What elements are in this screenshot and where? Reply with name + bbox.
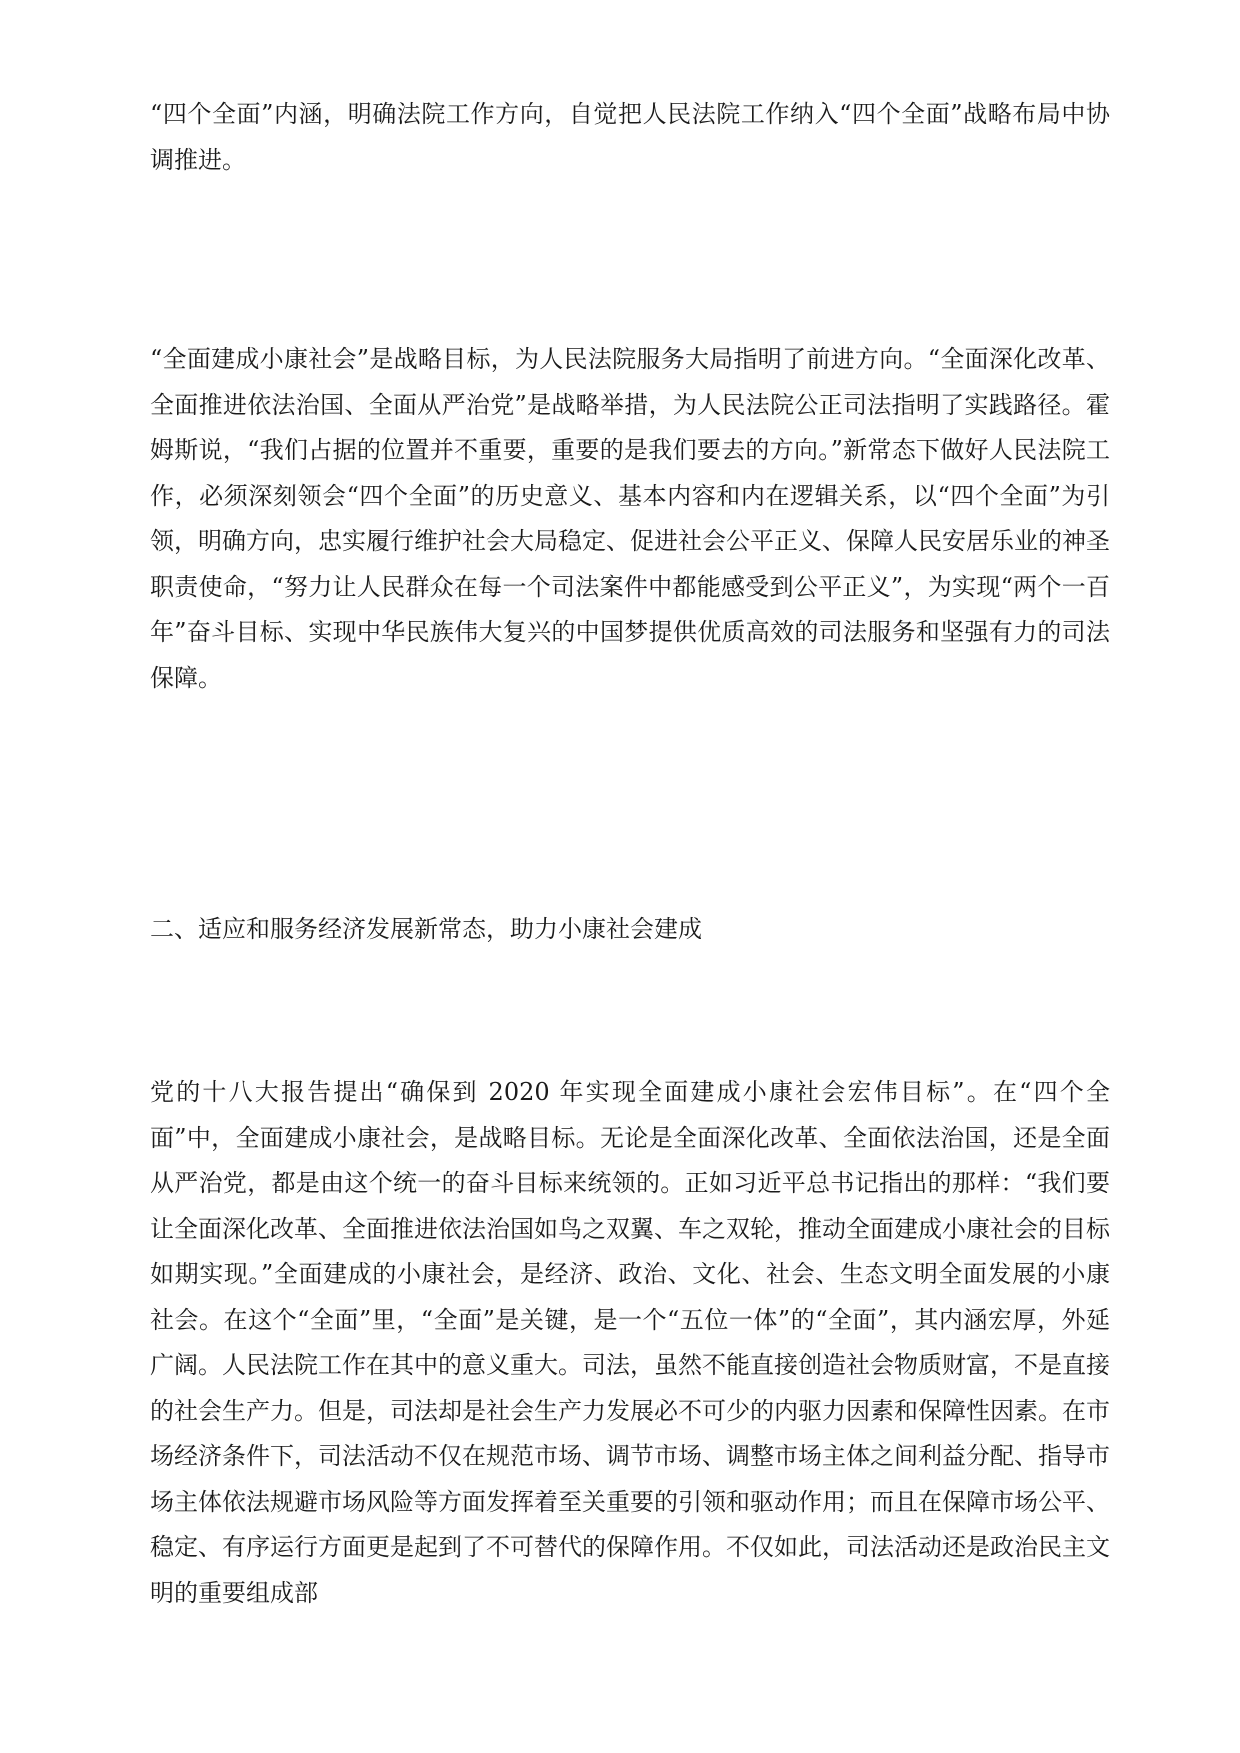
paragraph-2: “全面建成小康社会”是战略目标，为人民法院服务大局指明了前进方向。“全面深化改革、全面推进依法治国、全面从严治党”是战略举措，为人民法院公正司法指明了实践路径。霍姆斯说，“我们占据的位置并不重要，重要的是我们要去的方向。”新常态下做好人民法院工作，必须深刻领会“四个全面”的历史意义、基本内容和内在逻辑关系，以“四个全面”为引领，明确方向，忠实履行维护社会大局稳定、促进社会公平正义、保障人民安居乐业的神圣职责使命，“努力让人民群众在每一个司法案件中都能感受到公平正义”，为实现“两个一百年”奋斗目标、实现中华民族伟大复兴的中国梦提供优质高效的司法服务和坚强有力的司法保障。 [150, 345, 1110, 692]
section-body-paragraph: 党的十八大报告提出“确保到 2020 年实现全面建成小康社会宏伟目标”。在“四个全面”中，全面建成小康社会，是战略目标。无论是全面深化改革、全面依法治国，还是全面从严治党，都是由这个统一的奋斗目标来统领的。正如习近平总书记指出的那样：“我们要让全面深化改革、全面推进依法治国如鸟之双翼、车之双轮，推动全面建成小康社会的目标如期实现。”全面建成的小康社会，是经济、政治、文化、社会、生态文明全面发展的小康社会。在这个“全面”里，“全面”是关键，是一个“五位一体”的“全面”，其内涵宏厚，外延广阔。人民法院工作在其中的意义重大。司法，虽然不能直接创造社会物质财富，不是直接的社会生产力。但是，司法却是社会生产力发展必不可少的内驱力因素和保障性因素。在市场经济条件下，司法活动不仅在规范市场、调节市场、调整市场主体之间利益分配、指导市场主体依法规避市场风险等方面发挥着至关重要的引领和驱动作用；而且在保障市场公平、稳定、有序运行方面更是起到了不可替代的保障作用。不仅如此，司法活动还是政治民主文明的重要组成部 [150, 1078, 1110, 1607]
section-heading: 二、适应和服务经济发展新常态，助力小康社会建成 [150, 915, 702, 943]
paragraph-1: “四个全面”内涵，明确法院工作方向，自觉把人民法院工作纳入“四个全面”战略布局中协调推进。 [150, 100, 1110, 174]
